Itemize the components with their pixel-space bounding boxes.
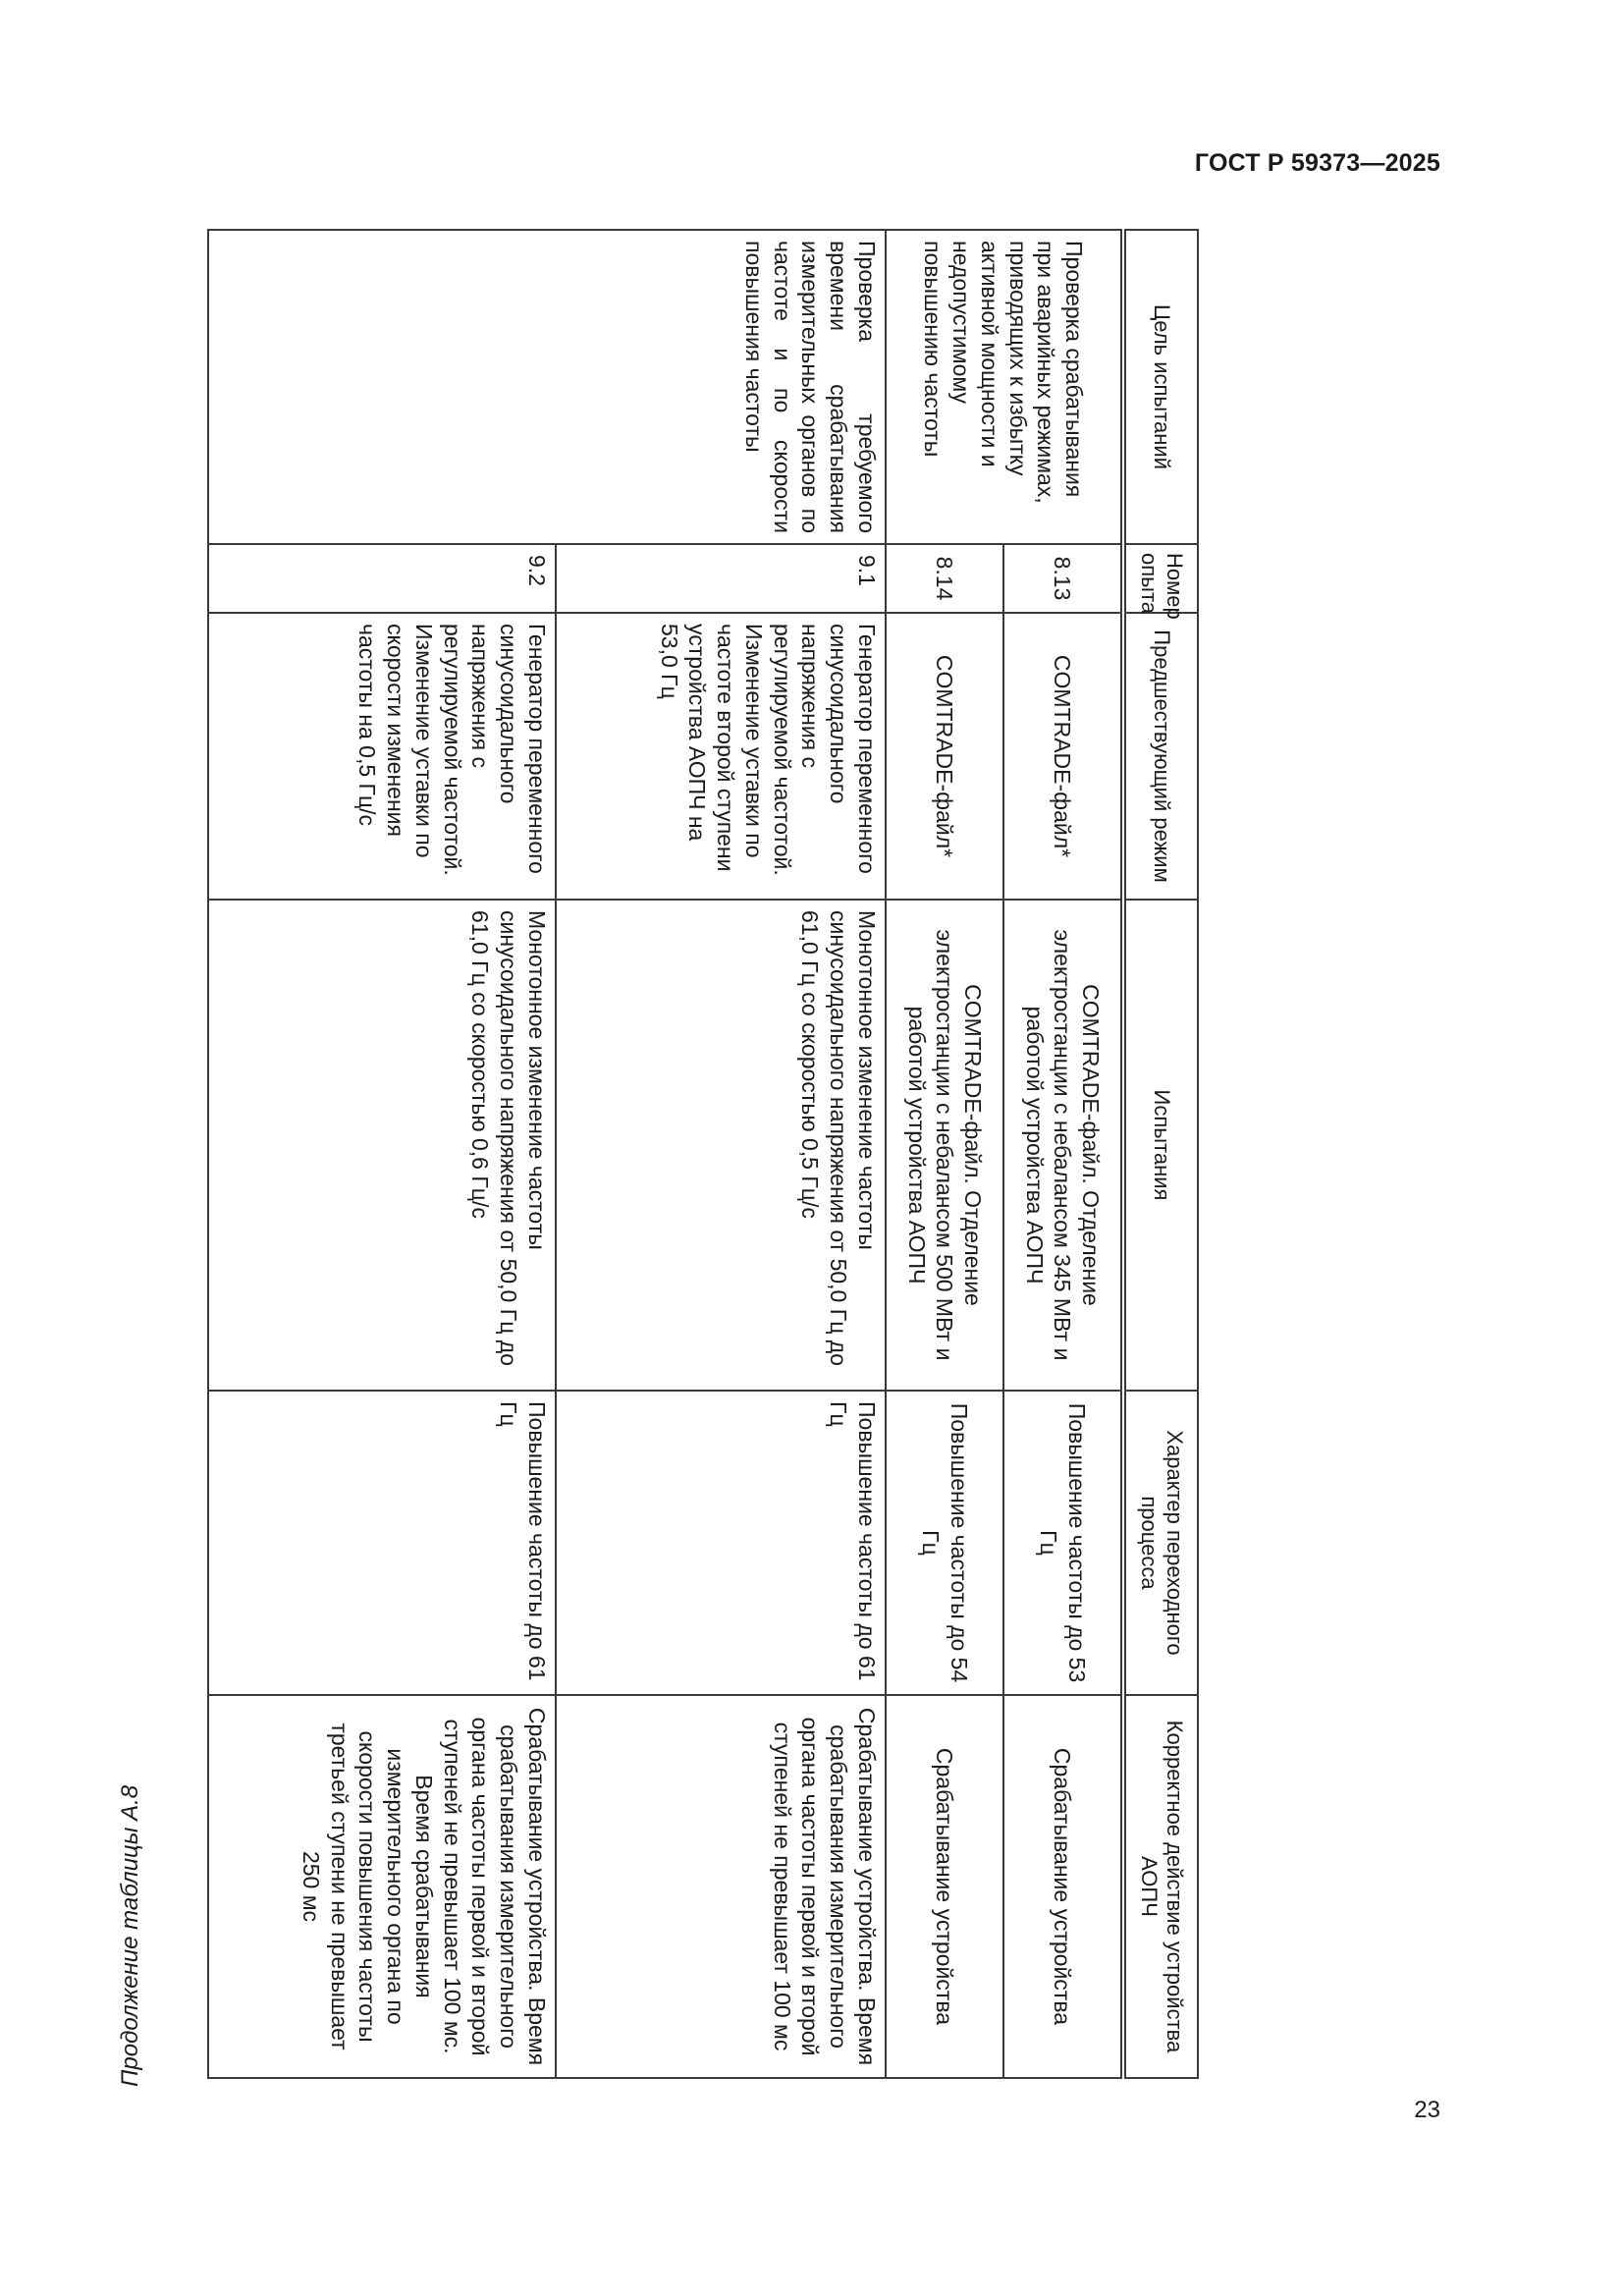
cell-tests: Монотонное изменение частоты синусоидального напряжения от 50,0 Гц до 61,0 Гц со скоростью 0,5 Гц/с bbox=[556, 900, 886, 1391]
table-row bbox=[556, 230, 886, 2078]
document-code: ГОСТ Р 59373—2025 bbox=[1194, 149, 1440, 177]
test-table bbox=[207, 229, 1199, 2079]
cell-num: 8.13 bbox=[1003, 544, 1123, 613]
cell-goal: Проверка требуемого времени срабатывания измерительных органов по частоте и по скорости повышения частоты bbox=[208, 230, 886, 544]
header-tests: Испытания bbox=[1123, 900, 1198, 1391]
cell-prev-mode: COMTRADE-файл* bbox=[1003, 613, 1123, 900]
cell-tests: COMTRADE-файл. Отделение электростанции с небалансом 345 МВт и работой устройства АОПЧ bbox=[1003, 900, 1123, 1391]
cell-num: 9.2 bbox=[208, 544, 556, 613]
rotated-table-container bbox=[213, 229, 1199, 2077]
cell-tests: COMTRADE-файл. Отделение электростанции с небалансом 500 МВт и работой устройства АОПЧ bbox=[886, 900, 1003, 1391]
cell-num: 9.1 bbox=[556, 544, 886, 613]
cell-transient: Повышение частоты до 61 Гц bbox=[208, 1391, 556, 1695]
header-prev-mode: Предшествующий режим bbox=[1123, 613, 1198, 900]
header-num: Номер опыта bbox=[1123, 544, 1198, 613]
cell-prev-mode: Генератор переменного синусоидального напряжения с регулируемой частотой. Изменение уставки по скорости изменения частоты на 0,5 Гц/с bbox=[208, 613, 556, 900]
cell-transient: Повышение частоты до 61 Гц bbox=[556, 1391, 886, 1695]
cell-prev-mode: Генератор переменного синусоидального напряжения с регулируемой частотой. Изменение уставки по частоте второй ступени устройства АОПЧ на 53,0 Гц bbox=[556, 613, 886, 900]
table-header-row bbox=[1123, 230, 1198, 2078]
cell-num: 8.14 bbox=[886, 544, 1003, 613]
cell-action: Срабатывание устройства. Время срабатывания измерительного органа частоты первой и второй ступеней не превышает 100 мс bbox=[556, 1695, 886, 2078]
cell-transient: Повышение частоты до 54 Гц bbox=[886, 1391, 1003, 1695]
cell-action: Срабатывание устройства bbox=[1003, 1695, 1123, 2078]
header-action: Корректное действие устройства АОПЧ bbox=[1123, 1695, 1198, 2078]
header-goal: Цель испытаний bbox=[1123, 230, 1198, 544]
table-caption: Продолжение таблицы А.8 bbox=[117, 1784, 143, 2087]
cell-tests: Монотонное изменение частоты синусоидального напряжения от 50,0 Гц до 61,0 Гц со скоростью 0,6 Гц/с bbox=[208, 900, 556, 1391]
page-number: 23 bbox=[1414, 2097, 1440, 2123]
cell-action: Срабатывание устройства. Время срабатывания измерительного органа частоты первой и второй ступеней не превышает 100 мс. Время срабатывания измерительного органа по скорости повышения частоты третьей ступени не превышает 250 мс bbox=[208, 1695, 556, 2078]
table-row bbox=[1003, 230, 1123, 2078]
cell-action: Срабатывание устройства bbox=[886, 1695, 1003, 2078]
cell-transient: Повышение частоты до 53 Гц bbox=[1003, 1391, 1123, 1695]
header-transient: Характер переходного процесса bbox=[1123, 1391, 1198, 1695]
cell-prev-mode: COMTRADE-файл* bbox=[886, 613, 1003, 900]
cell-goal: Проверка срабатывания при аварийных режимах, приводящих к избытку активной мощности и недопустимому повышению частоты bbox=[886, 230, 1123, 544]
